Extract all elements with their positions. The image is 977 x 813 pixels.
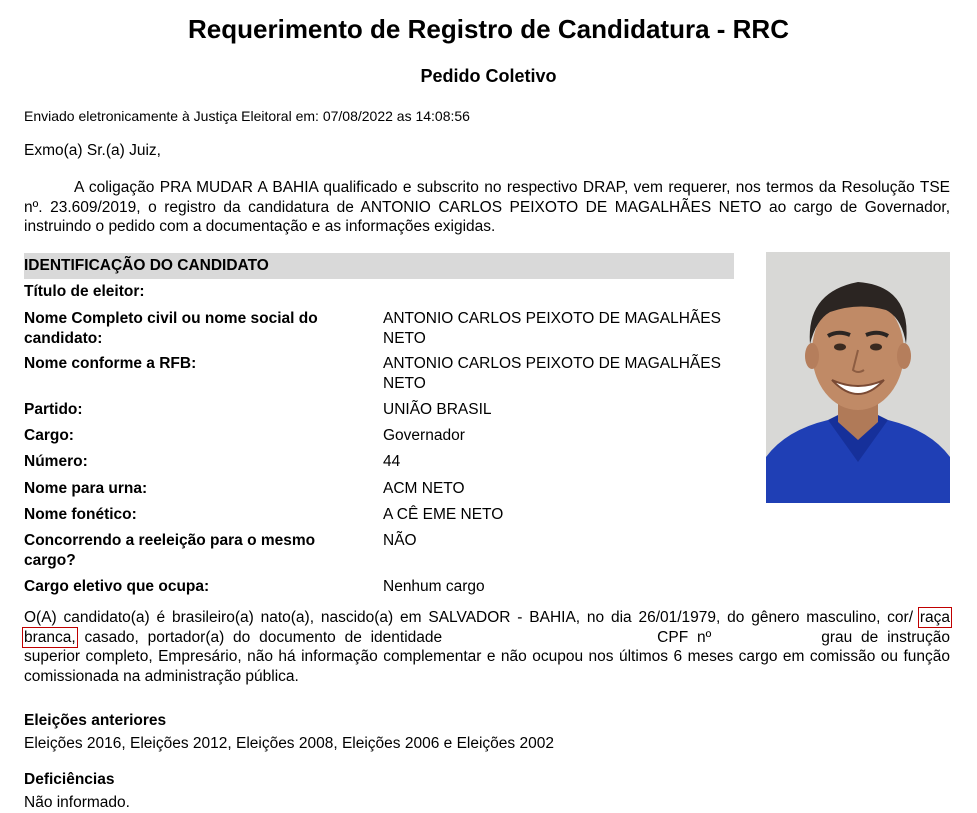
race-highlight: raça branca, [24,609,951,646]
previous-elections-value: Eleições 2016, Eleições 2012, Eleições 2008, Eleições 2006 e Eleições 2002 [24,735,554,752]
field-value: ANTONIO CARLOS PEIXOTO DE MAGALHÃES NETO [383,310,721,347]
field-label: Nome para urna: [24,480,148,497]
candidate-fields [24,282,734,595]
field-value: NÃO [383,532,417,549]
candidate-photo [766,252,950,503]
narrative-part1: O(A) candidato(a) é brasileiro(a) nato(a), nascido(a) em SALVADOR - BAHIA, no dia 26/01/1979, do gênero masculino, cor/ [24,609,914,626]
field-value: A CÊ EME NETO [383,506,504,523]
field-value: Nenhum cargo [383,578,485,595]
field-label: Nome Completo civil ou nome social do candidato: [24,310,318,347]
disabilities-heading: Deficiências [24,771,115,788]
cpf-label: CPF nº [657,628,712,646]
intro-paragraph: A coligação PRA MUDAR A BAHIA qualificado e subscrito no respectivo DRAP, vem requerer, nos termos da Resolução TSE nº. 23.609/2019, o registro da candidatura de ANTONIO CARLOS PEIXOTO DE MAGALHÃES NETO ao cargo de Governador, instruindo o pedido com a documentação e as informações exigidas. [24,179,950,235]
field-label: Nome conforme a RFB: [24,355,197,372]
field-value: ACM NETO [383,480,465,497]
field-titulo-eleitor [24,282,734,308]
field-label: Cargo: [24,427,74,444]
field-label: Título de eleitor: [24,283,145,300]
field-label: Concorrendo a reeleição para o mesmo cargo? [24,532,316,569]
field-value: 44 [383,453,401,470]
narrative-part3: grau de instrução superior completo, Empresário, não há informação complementar e não ocupou nos últimos 6 meses cargo em comissão ou função comissionada na administração pública. [24,628,950,685]
section-heading-candidate: IDENTIFICAÇÃO DO CANDIDATO [24,253,734,279]
previous-elections-heading: Eleições anteriores [24,712,167,729]
candidate-narrative [24,608,950,686]
field-label: Número: [24,453,88,470]
salutation: Exmo(a) Sr.(a) Juiz, [24,142,161,159]
field-value: Governador [383,427,465,444]
field-value: ANTONIO CARLOS PEIXOTO DE MAGALHÃES NETO [383,355,721,392]
field-label: Partido: [24,401,83,418]
document-subtitle: Pedido Coletivo [420,66,557,86]
field-label: Nome fonético: [24,506,137,523]
field-value: UNIÃO BRASIL [383,401,492,418]
document-title: Requerimento de Registro de Candidatura - RRC [188,14,789,44]
field-label: Cargo eletivo que ocupa: [24,578,210,595]
narrative-part2: casado, portador(a) do documento de identidade [75,628,443,646]
sent-timestamp: Enviado eletronicamente à Justiça Eleitoral em: 07/08/2022 as 14:08:56 [24,108,470,124]
disabilities-value: Não informado. [24,794,130,811]
